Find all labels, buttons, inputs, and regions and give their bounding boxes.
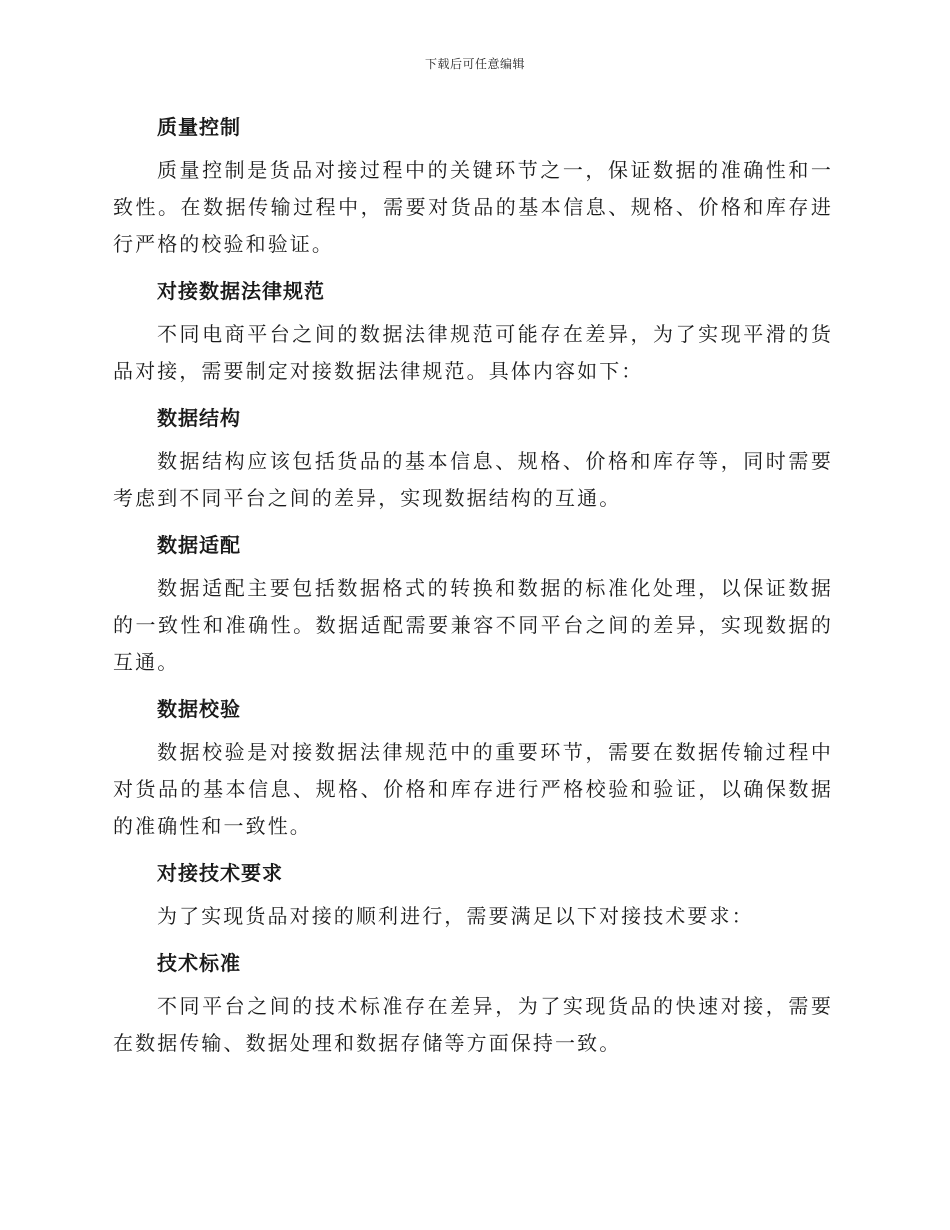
section-heading: 数据结构 <box>157 406 241 430</box>
section-data-adaptation <box>113 531 833 681</box>
section-data-structure <box>113 404 833 517</box>
page-header: 下载后可任意编辑 <box>424 57 525 71</box>
section-quality-control <box>113 113 833 263</box>
section-heading: 对接数据法律规范 <box>157 279 325 303</box>
section-data-validation <box>113 695 833 845</box>
section-heading: 对接技术要求 <box>157 861 283 885</box>
section-heading: 数据适配 <box>157 533 241 557</box>
section-paragraph: 不同平台之间的技术标准存在差异，为了实现货品的快速对接，需要在数据传输、数据处理和数据存储等方面保持一致。 <box>113 994 833 1055</box>
section-paragraph: 不同电商平台之间的数据法律规范可能存在差异，为了实现平滑的货品对接，需要制定对接数据法律规范。具体内容如下： <box>113 322 833 383</box>
section-paragraph: 数据适配主要包括数据格式的转换和数据的标准化处理，以保证数据的一致性和准确性。数据适配需要兼容不同平台之间的差异，实现数据的互通。 <box>113 576 833 674</box>
section-paragraph: 为了实现货品对接的顺利进行，需要满足以下对接技术要求： <box>157 904 754 928</box>
section-data-legal-spec <box>113 277 833 390</box>
document-body <box>113 113 833 1076</box>
section-paragraph: 数据结构应该包括货品的基本信息、规格、价格和库存等，同时需要考虑到不同平台之间的差异，实现数据结构的互通。 <box>113 449 833 510</box>
section-technical-standards <box>113 949 833 1062</box>
section-heading: 技术标准 <box>157 951 241 975</box>
section-paragraph: 质量控制是货品对接过程中的关键环节之一，保证数据的准确性和一致性。在数据传输过程中，需要对货品的基本信息、规格、价格和库存进行严格的校验和验证。 <box>113 158 833 256</box>
section-technical-requirements <box>113 859 833 935</box>
section-paragraph: 数据校验是对接数据法律规范中的重要环节，需要在数据传输过程中对货品的基本信息、规格、价格和库存进行严格校验和验证，以确保数据的准确性和一致性。 <box>113 740 833 838</box>
section-heading: 数据校验 <box>157 697 241 721</box>
section-heading: 质量控制 <box>157 115 241 139</box>
